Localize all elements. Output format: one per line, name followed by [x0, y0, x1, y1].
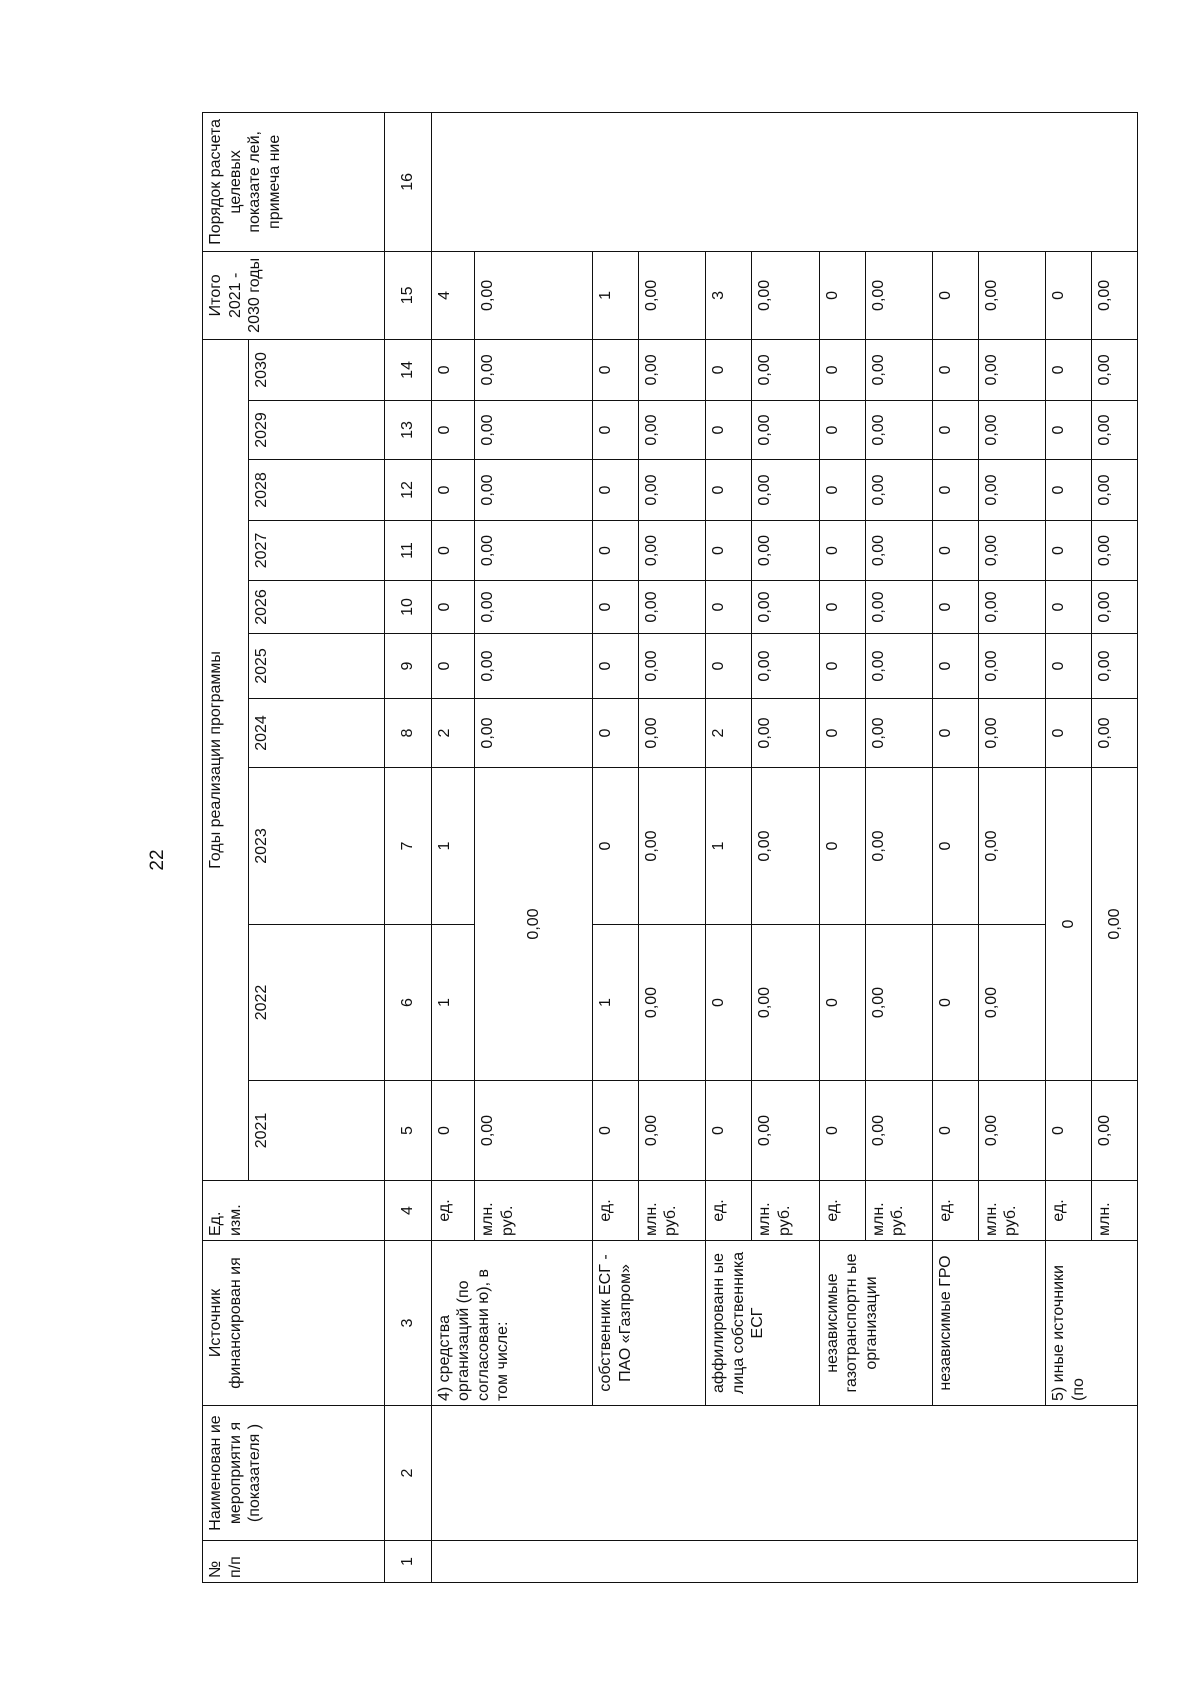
- header-year: 2029: [248, 401, 384, 460]
- value-cell: 0: [593, 460, 639, 521]
- value-cell-merged: 0: [1046, 768, 1092, 1081]
- value-cell: 0,00: [1092, 581, 1138, 634]
- value-cell: 0,00: [978, 339, 1046, 400]
- value-cell: 0,00: [865, 699, 933, 768]
- value-cell: 0,00: [865, 1081, 933, 1181]
- value-cell: 0,00: [475, 634, 593, 699]
- value-cell: 0: [706, 521, 752, 581]
- value-cell: 0: [933, 339, 979, 400]
- value-cell: 0,00: [1092, 460, 1138, 521]
- value-cell: 0: [431, 581, 475, 634]
- header-total: Итого 2021 - 2030 годы: [203, 251, 385, 339]
- header-unit: Ед. изм.: [203, 1181, 385, 1241]
- empty-cell: [431, 112, 1137, 251]
- unit-cell: млн. руб.: [752, 1181, 820, 1241]
- unit-cell: ед.: [1046, 1181, 1092, 1241]
- value-cell: 0,00: [752, 251, 820, 339]
- unit-cell: млн. руб.: [475, 1181, 593, 1241]
- value-cell: 0,00: [638, 521, 706, 581]
- value-cell: 0: [593, 699, 639, 768]
- value-cell: 1: [593, 925, 639, 1081]
- value-cell: 0: [819, 768, 865, 925]
- value-cell: 0,00: [1092, 699, 1138, 768]
- header-year: 2022: [248, 925, 384, 1081]
- value-cell: 0: [819, 581, 865, 634]
- value-cell: 0: [819, 251, 865, 339]
- col-number: 16: [384, 112, 431, 251]
- value-cell: 0: [706, 339, 752, 400]
- value-cell: 0: [933, 521, 979, 581]
- value-cell-merged: 0,00: [475, 768, 593, 1081]
- header-row-top: [203, 112, 249, 1582]
- header-year: 2026: [248, 581, 384, 634]
- value-cell: 0: [431, 401, 475, 460]
- unit-cell: ед.: [706, 1181, 752, 1241]
- value-cell: 0,00: [1092, 401, 1138, 460]
- unit-cell: млн. руб.: [638, 1181, 706, 1241]
- value-cell: 0: [933, 634, 979, 699]
- source-label: независимые ГРО: [933, 1241, 1046, 1406]
- value-cell: 0,00: [752, 401, 820, 460]
- header-year: 2027: [248, 521, 384, 581]
- value-cell: 0: [706, 401, 752, 460]
- value-cell: 0,00: [865, 768, 933, 925]
- value-cell: 0,00: [638, 925, 706, 1081]
- value-cell: 0: [431, 460, 475, 521]
- col-number: 6: [384, 925, 431, 1081]
- value-cell: 0,00: [978, 925, 1046, 1081]
- value-cell: 0: [819, 401, 865, 460]
- value-cell: 0,00: [978, 768, 1046, 925]
- value-cell: 0: [593, 521, 639, 581]
- value-cell: 0: [819, 339, 865, 400]
- value-cell: 0,00: [865, 521, 933, 581]
- source-cell: [1046, 1241, 1138, 1406]
- value-cell: 0,00: [865, 339, 933, 400]
- header-source: Источник финансирован ия: [203, 1241, 385, 1406]
- header-num: № п/п: [203, 1541, 385, 1583]
- value-cell: 0,00: [752, 768, 820, 925]
- value-cell: 0,00: [978, 521, 1046, 581]
- value-cell: 0: [1046, 460, 1092, 521]
- table-row: [819, 112, 865, 1582]
- value-cell: 3: [706, 251, 752, 339]
- unit-cell: ед.: [933, 1181, 979, 1241]
- value-cell: 0,00: [865, 401, 933, 460]
- value-cell: 0: [431, 1081, 475, 1181]
- header-name: Наименован ие мероприяти я (показателя ): [203, 1406, 385, 1541]
- value-cell: 0,00: [865, 634, 933, 699]
- value-cell: 0: [593, 339, 639, 400]
- table-row: [933, 112, 979, 1582]
- row-marker: 5): [1050, 1386, 1068, 1401]
- unit-cell: млн. руб.: [865, 1181, 933, 1241]
- header-year: 2023: [248, 768, 384, 925]
- source-cell: [431, 1241, 592, 1406]
- value-cell: 0,00: [638, 251, 706, 339]
- value-cell: 1: [706, 768, 752, 925]
- value-cell: 0: [933, 768, 979, 925]
- col-number: 5: [384, 1081, 431, 1181]
- col-number: 8: [384, 699, 431, 768]
- value-cell: 4: [431, 251, 475, 339]
- value-cell: 0,00: [1092, 339, 1138, 400]
- header-year: 2028: [248, 460, 384, 521]
- value-cell: 0,00: [1092, 1081, 1138, 1181]
- value-cell-merged: 0,00: [1092, 768, 1138, 1081]
- value-cell: 0: [706, 1081, 752, 1181]
- value-cell: 0: [933, 925, 979, 1081]
- col-number: 14: [384, 339, 431, 400]
- value-cell: 0,00: [475, 251, 593, 339]
- value-cell: 0: [933, 251, 979, 339]
- value-cell: 0: [431, 339, 475, 400]
- source-label: аффилированн ые лица собственника ЕСГ: [706, 1241, 819, 1406]
- unit-cell: млн. руб.: [978, 1181, 1046, 1241]
- value-cell: 0,00: [638, 1081, 706, 1181]
- value-cell: 0: [593, 634, 639, 699]
- value-cell: 0: [1046, 401, 1092, 460]
- table-row: [431, 112, 475, 1582]
- value-cell: 0,00: [475, 401, 593, 460]
- column-numbers-row: [384, 112, 431, 1582]
- value-cell: 0: [1046, 634, 1092, 699]
- value-cell: 0: [819, 1081, 865, 1181]
- value-cell: 0,00: [978, 251, 1046, 339]
- value-cell: 0: [593, 1081, 639, 1181]
- unit-cell: ед.: [593, 1181, 639, 1241]
- header-note: Порядок расчета целевых показате лей, примеча ние: [203, 112, 385, 251]
- value-cell: 0,00: [865, 251, 933, 339]
- value-cell: 0: [1046, 699, 1092, 768]
- value-cell: 0,00: [752, 460, 820, 521]
- col-number: 12: [384, 460, 431, 521]
- value-cell: 0: [819, 925, 865, 1081]
- value-cell: 0,00: [475, 521, 593, 581]
- value-cell: 0: [819, 460, 865, 521]
- header-year: 2024: [248, 699, 384, 768]
- value-cell: 0,00: [638, 634, 706, 699]
- value-cell: 0: [431, 634, 475, 699]
- value-cell: 0,00: [475, 581, 593, 634]
- empty-cell: [431, 1541, 1137, 1583]
- value-cell: 0: [819, 699, 865, 768]
- value-cell: 2: [706, 699, 752, 768]
- col-number: 2: [384, 1406, 431, 1541]
- table-row: [593, 112, 639, 1582]
- value-cell: 0,00: [475, 460, 593, 521]
- value-cell: 0: [706, 925, 752, 1081]
- value-cell: 0: [593, 768, 639, 925]
- value-cell: 0,00: [752, 699, 820, 768]
- value-cell: 1: [593, 251, 639, 339]
- value-cell: 0,00: [638, 768, 706, 925]
- col-number: 10: [384, 581, 431, 634]
- value-cell: 1: [431, 925, 475, 1081]
- value-cell: 0,00: [475, 699, 593, 768]
- unit-cell: ед.: [431, 1181, 475, 1241]
- value-cell: 0,00: [752, 339, 820, 400]
- value-cell: 0: [1046, 1081, 1092, 1181]
- header-years-group: Годы реализации программы: [203, 339, 249, 1180]
- value-cell: 0,00: [865, 925, 933, 1081]
- source-label: средства организаций (по согласовани ю), в том числе:: [435, 1268, 512, 1401]
- value-cell: 0: [933, 699, 979, 768]
- table-row: [706, 112, 752, 1582]
- col-number: 9: [384, 634, 431, 699]
- value-cell: 0: [819, 634, 865, 699]
- value-cell: 0: [1046, 581, 1092, 634]
- value-cell: 0: [933, 460, 979, 521]
- value-cell: 0: [431, 521, 475, 581]
- value-cell: 0,00: [865, 460, 933, 521]
- value-cell: 0: [593, 401, 639, 460]
- value-cell: 0: [819, 521, 865, 581]
- value-cell: 0: [1046, 339, 1092, 400]
- source-label: иные источники (по: [1050, 1265, 1087, 1401]
- value-cell: 0: [1046, 251, 1092, 339]
- header-year: 2025: [248, 634, 384, 699]
- value-cell: 0: [933, 401, 979, 460]
- value-cell: 0: [706, 581, 752, 634]
- value-cell: 0: [933, 581, 979, 634]
- value-cell: 0,00: [978, 1081, 1046, 1181]
- value-cell: 0,00: [475, 339, 593, 400]
- value-cell: 0: [706, 460, 752, 521]
- value-cell: 2: [431, 699, 475, 768]
- value-cell: 0,00: [638, 699, 706, 768]
- value-cell: 0,00: [475, 1081, 593, 1181]
- col-number: 3: [384, 1241, 431, 1406]
- value-cell: 0,00: [978, 460, 1046, 521]
- value-cell: 0,00: [1092, 634, 1138, 699]
- value-cell: 0,00: [638, 339, 706, 400]
- value-cell: 0,00: [978, 581, 1046, 634]
- col-number: 7: [384, 768, 431, 925]
- value-cell: 0,00: [1092, 251, 1138, 339]
- value-cell: 0,00: [865, 581, 933, 634]
- table-row: [1046, 112, 1092, 1582]
- value-cell: 0: [933, 1081, 979, 1181]
- value-cell: 0,00: [638, 460, 706, 521]
- empty-cell: [431, 1406, 1137, 1541]
- value-cell: 0,00: [752, 581, 820, 634]
- value-cell: 0: [593, 581, 639, 634]
- value-cell: 0,00: [978, 401, 1046, 460]
- value-cell: 0,00: [1092, 521, 1138, 581]
- page-number: 22: [147, 849, 168, 871]
- header-year: 2030: [248, 339, 384, 400]
- value-cell: 0,00: [978, 634, 1046, 699]
- col-number: 13: [384, 401, 431, 460]
- col-number: 15: [384, 251, 431, 339]
- row-marker: 4): [435, 1386, 453, 1401]
- table-body: [203, 112, 1138, 1582]
- value-cell: 0,00: [752, 521, 820, 581]
- value-cell: 0,00: [752, 1081, 820, 1181]
- col-number: 1: [384, 1541, 431, 1583]
- value-cell: 0,00: [752, 634, 820, 699]
- value-cell: 0,00: [978, 699, 1046, 768]
- unit-cell: ед.: [819, 1181, 865, 1241]
- value-cell: 0,00: [752, 925, 820, 1081]
- value-cell: 0,00: [638, 401, 706, 460]
- col-number: 4: [384, 1181, 431, 1241]
- value-cell: 0,00: [638, 581, 706, 634]
- unit-cell: млн.: [1092, 1181, 1138, 1241]
- source-label: независимые газотранспортн ые организации: [819, 1241, 932, 1406]
- header-year: 2021: [248, 1081, 384, 1181]
- rotated-table-sheet: [202, 113, 1138, 1583]
- col-number: 11: [384, 521, 431, 581]
- value-cell: 1: [431, 768, 475, 925]
- financing-table: [202, 112, 1138, 1583]
- value-cell: 0: [706, 634, 752, 699]
- value-cell: 0: [1046, 521, 1092, 581]
- source-label: собственник ЕСГ - ПАО «Газпром»: [593, 1241, 706, 1406]
